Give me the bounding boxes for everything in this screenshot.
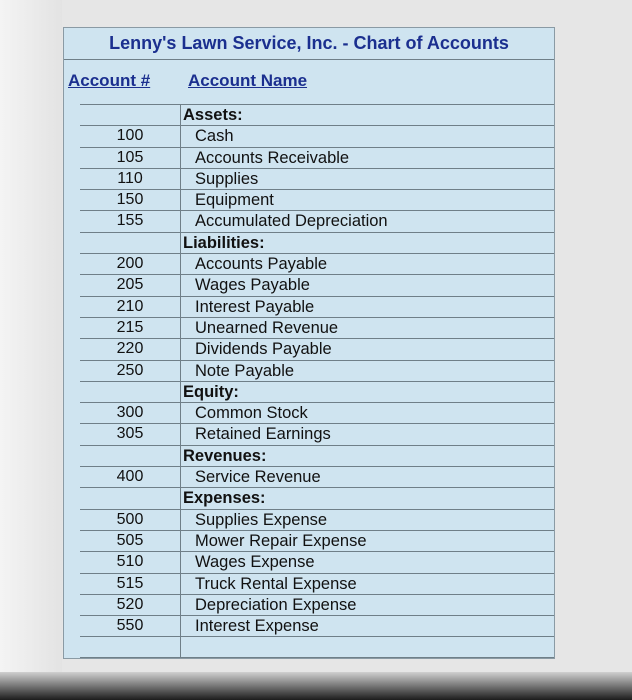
account-number-cell: 200 [80,254,181,274]
table-row [80,274,554,295]
account-name-cell: Note Payable [195,361,295,380]
table-row [80,296,554,317]
account-name-cell: Dividends Payable [195,340,332,359]
section-heading-row [80,445,554,466]
photo-background-bottom [0,672,632,700]
section-heading: Liabilities: [183,233,265,252]
table-row [80,594,554,615]
table-row [80,168,554,189]
section-heading-row [80,232,554,253]
table-row [80,573,554,594]
account-name-cell: Interest Expense [195,617,319,636]
accounts-table [80,104,554,658]
section-heading: Equity: [183,382,239,401]
table-row [80,402,554,423]
photo-background-left [0,0,62,700]
account-number-cell: 205 [80,275,181,295]
table-row [80,253,554,274]
account-number-cell [80,382,181,402]
section-heading-row [80,381,554,402]
section-heading: Expenses: [183,489,266,508]
account-name-cell: Common Stock [195,404,308,423]
account-number-cell: 215 [80,318,181,338]
account-number-cell: 400 [80,467,181,487]
account-number-cell: 220 [80,339,181,359]
table-row [80,530,554,551]
table-row [80,466,554,487]
account-number-cell [80,233,181,253]
account-number-cell: 155 [80,211,181,231]
account-name-cell [181,637,554,656]
table-row [80,147,554,168]
table-row [80,551,554,572]
account-number-cell: 110 [80,169,181,189]
account-name-header: Account Name [188,71,308,90]
account-name-cell: Cash [195,127,234,146]
table-row [80,125,554,146]
account-name-cell: Truck Rental Expense [195,574,357,593]
table-row [80,615,554,636]
section-heading: Assets: [183,106,243,124]
section-heading: Revenues: [183,446,267,465]
account-name-cell: Accounts Receivable [195,148,350,167]
account-number-cell [80,446,181,466]
table-row [80,317,554,338]
account-name-cell: Wages Payable [195,276,310,295]
account-number-cell: 505 [80,531,181,551]
account-number-cell [80,105,181,125]
account-number-cell [80,488,181,508]
account-name-cell: Interest Payable [195,297,315,316]
table-row [80,189,554,210]
account-name-cell: Supplies Expense [195,510,328,529]
account-number-cell: 150 [80,190,181,210]
document-title: Lenny's Lawn Service, Inc. - Chart of Accounts [64,28,554,60]
section-heading-row [80,487,554,508]
account-name-cell: Mower Repair Expense [195,531,367,550]
chart-of-accounts-sheet [63,27,555,659]
account-number-cell: 510 [80,552,181,572]
account-name-cell: Retained Earnings [195,425,331,444]
account-number-cell: 210 [80,297,181,317]
account-number-cell: 300 [80,403,181,423]
account-number-cell [80,637,181,656]
account-name-cell: Wages Expense [195,553,315,572]
table-row [80,338,554,359]
account-number-cell: 500 [80,510,181,530]
account-number-cell: 305 [80,424,181,444]
account-name-cell: Equipment [195,191,274,210]
table-row [80,210,554,231]
account-number-cell: 515 [80,574,181,594]
account-name-cell: Service Revenue [195,468,321,487]
table-row [80,509,554,530]
account-number-cell: 550 [80,616,181,636]
account-name-cell: Accumulated Depreciation [195,212,388,231]
table-row [80,360,554,381]
table-row [80,636,554,657]
account-name-cell: Supplies [195,169,259,188]
account-name-cell: Depreciation Expense [195,595,357,614]
account-number-cell: 520 [80,595,181,615]
account-number-cell: 100 [80,126,181,146]
account-name-cell: Accounts Payable [195,255,328,274]
account-number-cell: 105 [80,148,181,168]
section-heading-row [80,104,554,125]
account-number-cell: 250 [80,361,181,381]
account-number-header: Account # [68,71,151,90]
table-row [80,423,554,444]
account-name-cell: Unearned Revenue [195,318,339,337]
